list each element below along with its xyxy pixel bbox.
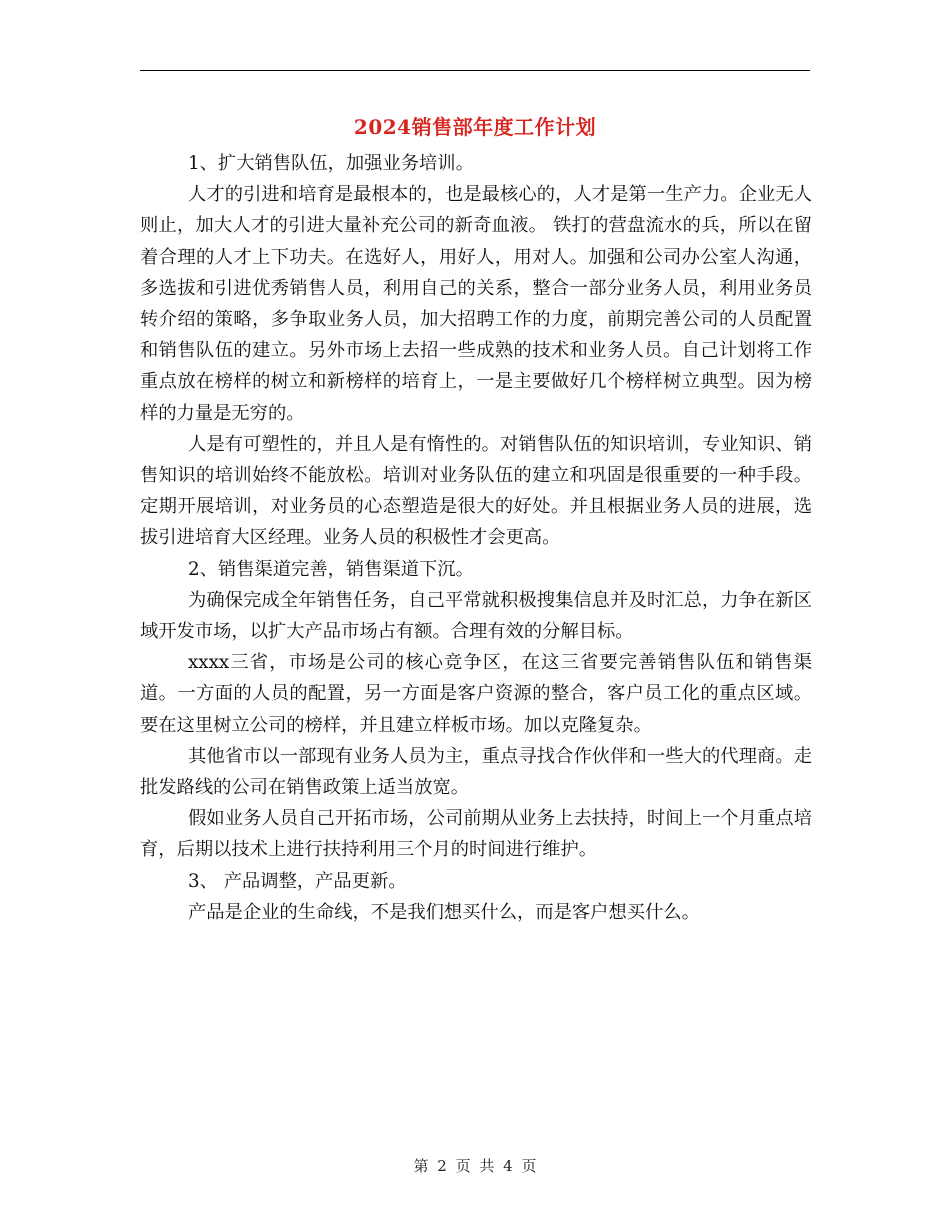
paragraph-core-region: xxxx三省，市场是公司的核心竞争区，在这三省要完善销售队伍和销售渠道。一方面的人员的配置，另一方面是客户资源的整合，客户员工化的重点区域。要在这里树立公司的榜样，并且建立样板市场。加以克隆复杂。 xyxy=(140,652,812,736)
paragraph-market-support: 假如业务人员自己开拓市场，公司前期从业务上去扶持，时间上一个月重点培育，后期以技术上进行扶持利用三个月的时间进行维护。 xyxy=(140,808,812,861)
paragraph-talent: 人才的引进和培育是最根本的，也是最核心的，人才是第一生产力。企业无人则止，加大人才的引进大量补充公司的新奇血液。 铁打的营盘流水的兵，所以在留着合理的人才上下功夫。在选好人，用好人，用对人。加强和公司办公室人沟通，多选拔和引进优秀销售人员，利用自己的关系，整合一部分业务人员，利用业务员转介绍的策略，多争取业务人员，加大招聘工作的力度，前期完善公司的人员配置和销售队伍的建立。另外市场上去招一些成熟的技术和业务人员。自己计划将工作重点放在榜样的树立和新榜样的培育上，一是主要做好几个榜样树立典型。因为榜样的力量是无穷的。 xyxy=(140,184,812,424)
document-title: 2024销售部年度工作计划 xyxy=(353,115,597,139)
page-number: 第 2 页 共 4 页 xyxy=(413,1157,537,1175)
paragraph-product-lifeline: 产品是企业的生命线，不是我们想买什么，而是客户想买什么。 xyxy=(188,901,700,923)
section-heading-1: 1、扩大销售队伍，加强业务培训。 xyxy=(188,153,474,174)
document-body xyxy=(140,148,812,928)
section-heading-3: 3、 产品调整，产品更新。 xyxy=(188,870,407,892)
section-heading-2: 2、销售渠道完善，销售渠道下沉。 xyxy=(188,558,474,580)
paragraph-other-provinces: 其他省市以一部现有业务人员为主，重点寻找合作伙伴和一些大的代理商。走批发路线的公司在销售政策上适当放宽。 xyxy=(140,745,812,799)
paragraph-training: 人是有可塑性的，并且人是有惰性的。对销售队伍的知识培训，专业知识、销售知识的培训始终不能放松。培训对业务队伍的建立和巩固是很重要的一种手段。定期开展培训，对业务员的心态塑造是很大的好处。并且根据业务人员的进展，选拔引进培育大区经理。业务人员的积极性才会更高。 xyxy=(140,433,812,549)
header-rule xyxy=(140,70,810,71)
paragraph-sales-target: 为确保完成全年销售任务，自己平常就积极搜集信息并及时汇总，力争在新区域开发市场，以扩大产品市场占有额。合理有效的分解目标。 xyxy=(140,589,812,643)
